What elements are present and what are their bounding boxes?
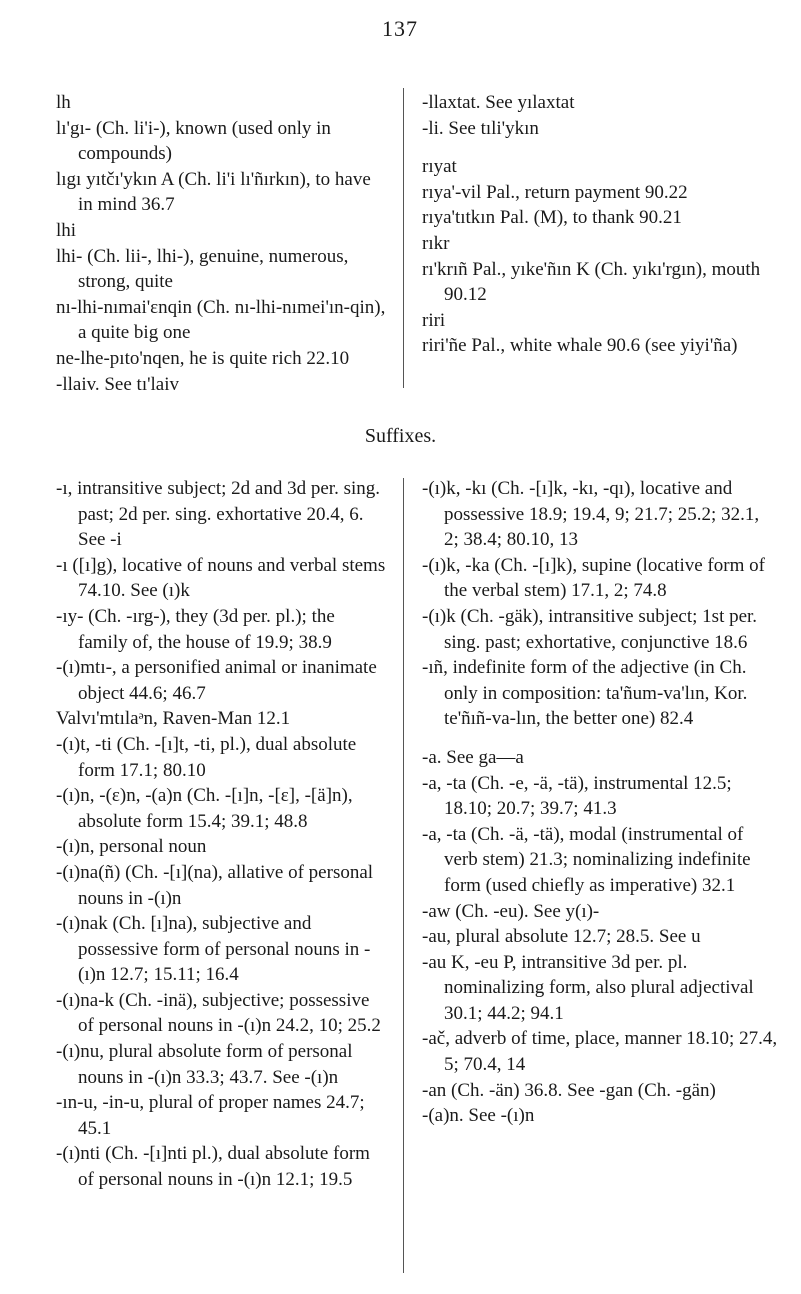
- dictionary-entry: -au K, -eu P, intransitive 3d per. pl. nominalizing form, also plural adjectival 30.1; 44.2; 94.1: [422, 951, 754, 1024]
- column-divider-top: [403, 88, 404, 388]
- column-divider-bottom: [403, 478, 404, 1273]
- dictionary-entry: lhi: [56, 219, 77, 241]
- bottom-right-column: [422, 476, 778, 1129]
- dictionary-entry: -ı ([ı]g), locative of nouns and verbal stems 74.10. See (ı)k: [56, 554, 386, 602]
- entry-gap: [422, 141, 762, 154]
- dictionary-entry: -llaxtat. See yılaxtat: [422, 92, 575, 113]
- dictionary-entry: lıgı yıtčı'ykın A (Ch. li'i lı'ñırkın), to have in mind 36.7: [56, 168, 371, 216]
- dictionary-entry: -(ı)mtı-, a personified animal or inanimate object 44.6; 46.7: [56, 657, 377, 704]
- dictionary-entry: -(ı)na(ñ) (Ch. -[ı](na), allative of personal nouns in -(ı)n: [56, 861, 374, 909]
- top-right-column: [422, 90, 762, 359]
- dictionary-entry: rıkr: [422, 232, 450, 254]
- dictionary-entry: -aw (Ch. -eu). See y(ı)-: [422, 900, 600, 922]
- dictionary-entry: riri'ñe Pal., white whale 90.6 (see yiyi'ña): [422, 335, 738, 357]
- top-left-column: [56, 90, 386, 397]
- dictionary-entry: rıya'tıtkın Pal. (M), to thank 90.21: [422, 207, 682, 229]
- dictionary-entry: -a, -ta (Ch. -e, -ä, -tä), instrumental 12.5; 18.10; 20.7; 39.7; 41.3: [422, 772, 732, 820]
- dictionary-entry: rıya'-vil Pal., return payment 90.22: [422, 181, 688, 203]
- dictionary-entry: -(a)n. See -(ı)n: [422, 1105, 535, 1127]
- dictionary-entry: Valvı'mtılaᵊn, Raven-Man 12.1: [56, 708, 291, 730]
- dictionary-entry: -ın-u, -in-u, plural of proper names 24.7; 45.1: [56, 1092, 365, 1139]
- dictionary-entry: -(ı)na-k (Ch. -inä), subjective; possessive of personal nouns in -(ı)n 24.2, 10; 25.2: [56, 989, 381, 1037]
- section-heading: Suffixes.: [364, 425, 437, 447]
- dictionary-entry: -(ı)k (Ch. -gäk), intransitive subject; 1st per. sing. past; exhortative, conjunctive 18.6: [422, 605, 758, 653]
- dictionary-entry: nı-lhi-nımai'ɛnqin (Ch. nı-lhi-nımei'ın-qin), a quite big one: [56, 296, 386, 344]
- dictionary-entry: rıyat: [422, 156, 457, 178]
- dictionary-entry: -a, -ta (Ch. -ä, -tä), modal (instrumental of verb stem) 21.3; nominalizing indefinite form (used chiefly as imperative) 32.1: [422, 823, 751, 896]
- dictionary-entry: -ıy- (Ch. -ırg-), they (3d per. pl.); the family of, the house of 19.9; 38.9: [56, 605, 335, 653]
- dictionary-entry: rı'krıñ Pal., yıke'ñın K (Ch. yıkı'rgın), mouth 90.12: [422, 258, 761, 306]
- dictionary-entry: -llaiv. See tı'laiv: [56, 373, 180, 395]
- dictionary-entry: lh: [56, 92, 71, 113]
- dictionary-entry: -(ı)nu, plural absolute form of personal nouns in -(ı)n 33.3; 43.7. See -(ı)n: [56, 1041, 353, 1088]
- dictionary-entry: -au, plural absolute 12.7; 28.5. See u: [422, 926, 701, 948]
- entry-gap: [422, 732, 778, 745]
- dictionary-entry: -a. See ga—a: [422, 746, 524, 768]
- dictionary-entry: ne-lhe-pıto'nqen, he is quite rich 22.10: [56, 347, 350, 369]
- dictionary-entry: -(ı)n, personal noun: [56, 836, 207, 858]
- dictionary-entry: -(ı)nti (Ch. -[ı]nti pl.), dual absolute form of personal nouns in -(ı)n 12.1; 19.5: [56, 1143, 370, 1191]
- dictionary-entry: -ač, adverb of time, place, manner 18.10; 27.4, 5; 70.4, 14: [422, 1028, 778, 1076]
- dictionary-entry: -li. See tıli'ykın: [422, 117, 539, 139]
- dictionary-entry: -(ı)t, -ti (Ch. -[ı]t, -ti, pl.), dual absolute form 17.1; 80.10: [56, 733, 357, 781]
- dictionary-entry: -ı, intransitive subject; 2d and 3d per. sing. past; 2d per. sing. exhortative 20.4, 6. See -i: [56, 478, 381, 551]
- dictionary-entry: riri: [422, 309, 446, 331]
- page-number: 137: [382, 16, 418, 41]
- dictionary-entry: -(ı)k, -kı (Ch. -[ı]k, -kı, -qı), locative and possessive 18.9; 19.4, 9; 21.7; 25.2; 32.1, 2; 38.4; 80.10, 13: [422, 478, 760, 551]
- dictionary-entry: -(ı)n, -(ɛ)n, -(a)n (Ch. -[ı]n, -[ɛ], -[ä]n), absolute form 15.4; 39.1; 48.8: [56, 785, 353, 832]
- dictionary-entry: lhi- (Ch. lii-, lhi-), genuine, numerous, strong, quite: [56, 245, 349, 293]
- dictionary-entry: -ıñ, indefinite form of the adjective (in Ch. only in composition: ta'ñum-va'lın, Kor. te'ñıñ-va-lın, the better one) 82.4: [422, 657, 748, 730]
- dictionary-entry: -an (Ch. -än) 36.8. See -gan (Ch. -gän): [422, 1079, 716, 1101]
- dictionary-entry: -(ı)nak (Ch. [ı]na), subjective and possessive form of personal nouns in -(ı)n 12.7; 15.11; 16.4: [56, 913, 371, 986]
- dictionary-entry: lı'gı- (Ch. li'i-), known (used only in compounds): [56, 117, 331, 165]
- dictionary-entry: -(ı)k, -ka (Ch. -[ı]k), supine (locative form of the verbal stem) 17.1, 2; 74.8: [422, 554, 765, 602]
- bottom-left-column: [56, 476, 386, 1193]
